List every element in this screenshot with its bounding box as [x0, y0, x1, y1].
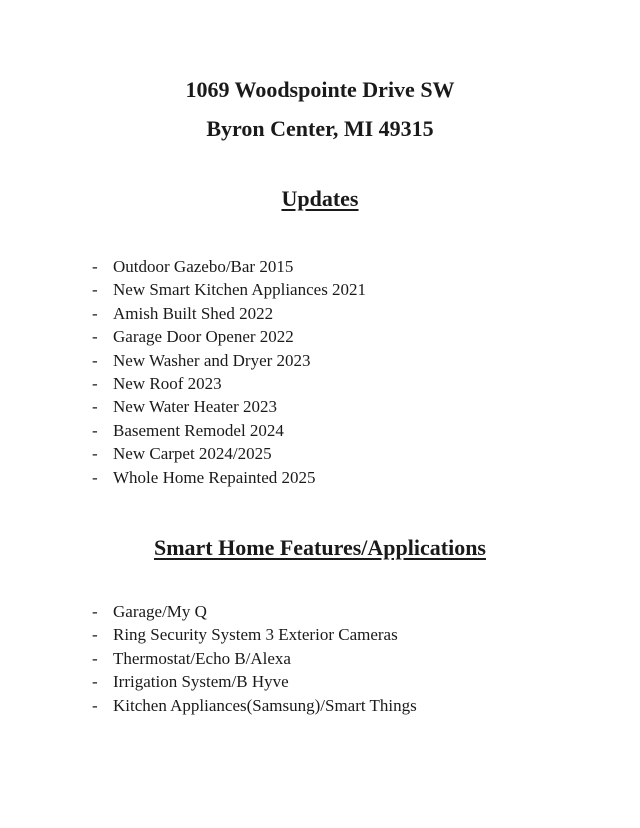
- dash-bullet: -: [92, 327, 98, 347]
- update-item-text: Amish Built Shed 2022: [113, 303, 274, 323]
- update-item-text: Outdoor Gazebo/Bar 2015: [113, 257, 294, 276]
- smart-home-item: [92, 647, 417, 670]
- update-item: [92, 349, 366, 372]
- smart-home-item: [92, 623, 417, 646]
- address-city-state-zip: Byron Center, MI 49315: [206, 116, 434, 141]
- smart-home-item: [92, 600, 417, 623]
- dash-bullet: -: [92, 467, 98, 487]
- dash-bullet: -: [92, 625, 98, 645]
- updates-list: [92, 255, 366, 489]
- smart-home-item: [92, 670, 417, 693]
- update-item: [92, 255, 366, 278]
- update-item: [92, 466, 366, 489]
- dash-bullet: -: [92, 373, 98, 393]
- smart-home-item-text: Thermostat/Echo B/Alexa: [113, 648, 291, 668]
- smart-home-list: [92, 600, 417, 717]
- smart-home-item-text: Garage/My Q: [113, 602, 207, 621]
- update-item-text: New Roof 2023: [113, 373, 222, 393]
- smart-home-item-text: Ring Security System 3 Exterior Cameras: [113, 625, 398, 645]
- dash-bullet: -: [92, 397, 98, 417]
- update-item-text: Garage Door Opener 2022: [113, 327, 294, 347]
- dash-bullet: -: [92, 648, 98, 668]
- smart-home-item-text: Kitchen Appliances(Samsung)/Smart Things: [113, 695, 417, 715]
- update-item: [92, 302, 366, 325]
- dash-bullet: -: [92, 444, 98, 464]
- update-item-text: New Washer and Dryer 2023: [113, 350, 311, 370]
- dash-bullet: -: [92, 280, 98, 300]
- dash-bullet: -: [92, 303, 98, 323]
- update-item-text: New Water Heater 2023: [113, 397, 277, 417]
- dash-bullet: -: [92, 350, 98, 370]
- dash-bullet: -: [92, 602, 98, 621]
- update-item: [92, 325, 366, 348]
- updates-heading: Updates: [281, 186, 359, 211]
- smart-home-item: [92, 694, 417, 717]
- dash-bullet: -: [92, 695, 98, 715]
- dash-bullet: -: [92, 420, 98, 440]
- update-item: [92, 278, 366, 301]
- address-street: 1069 Woodspointe Drive SW: [185, 77, 455, 102]
- smart-home-item-text: Irrigation System/B Hyve: [113, 672, 289, 692]
- update-item: [92, 372, 366, 395]
- update-item: [92, 442, 366, 465]
- update-item: [92, 395, 366, 418]
- smart-home-heading: Smart Home Features/Applications: [153, 535, 486, 560]
- dash-bullet: -: [92, 257, 98, 276]
- update-item-text: New Smart Kitchen Appliances 2021: [113, 280, 367, 300]
- update-item-text: New Carpet 2024/2025: [113, 444, 272, 464]
- dash-bullet: -: [92, 672, 98, 692]
- update-item: [92, 419, 366, 442]
- update-item-text: Whole Home Repainted 2025: [113, 467, 316, 487]
- update-item-text: Basement Remodel 2024: [113, 420, 284, 440]
